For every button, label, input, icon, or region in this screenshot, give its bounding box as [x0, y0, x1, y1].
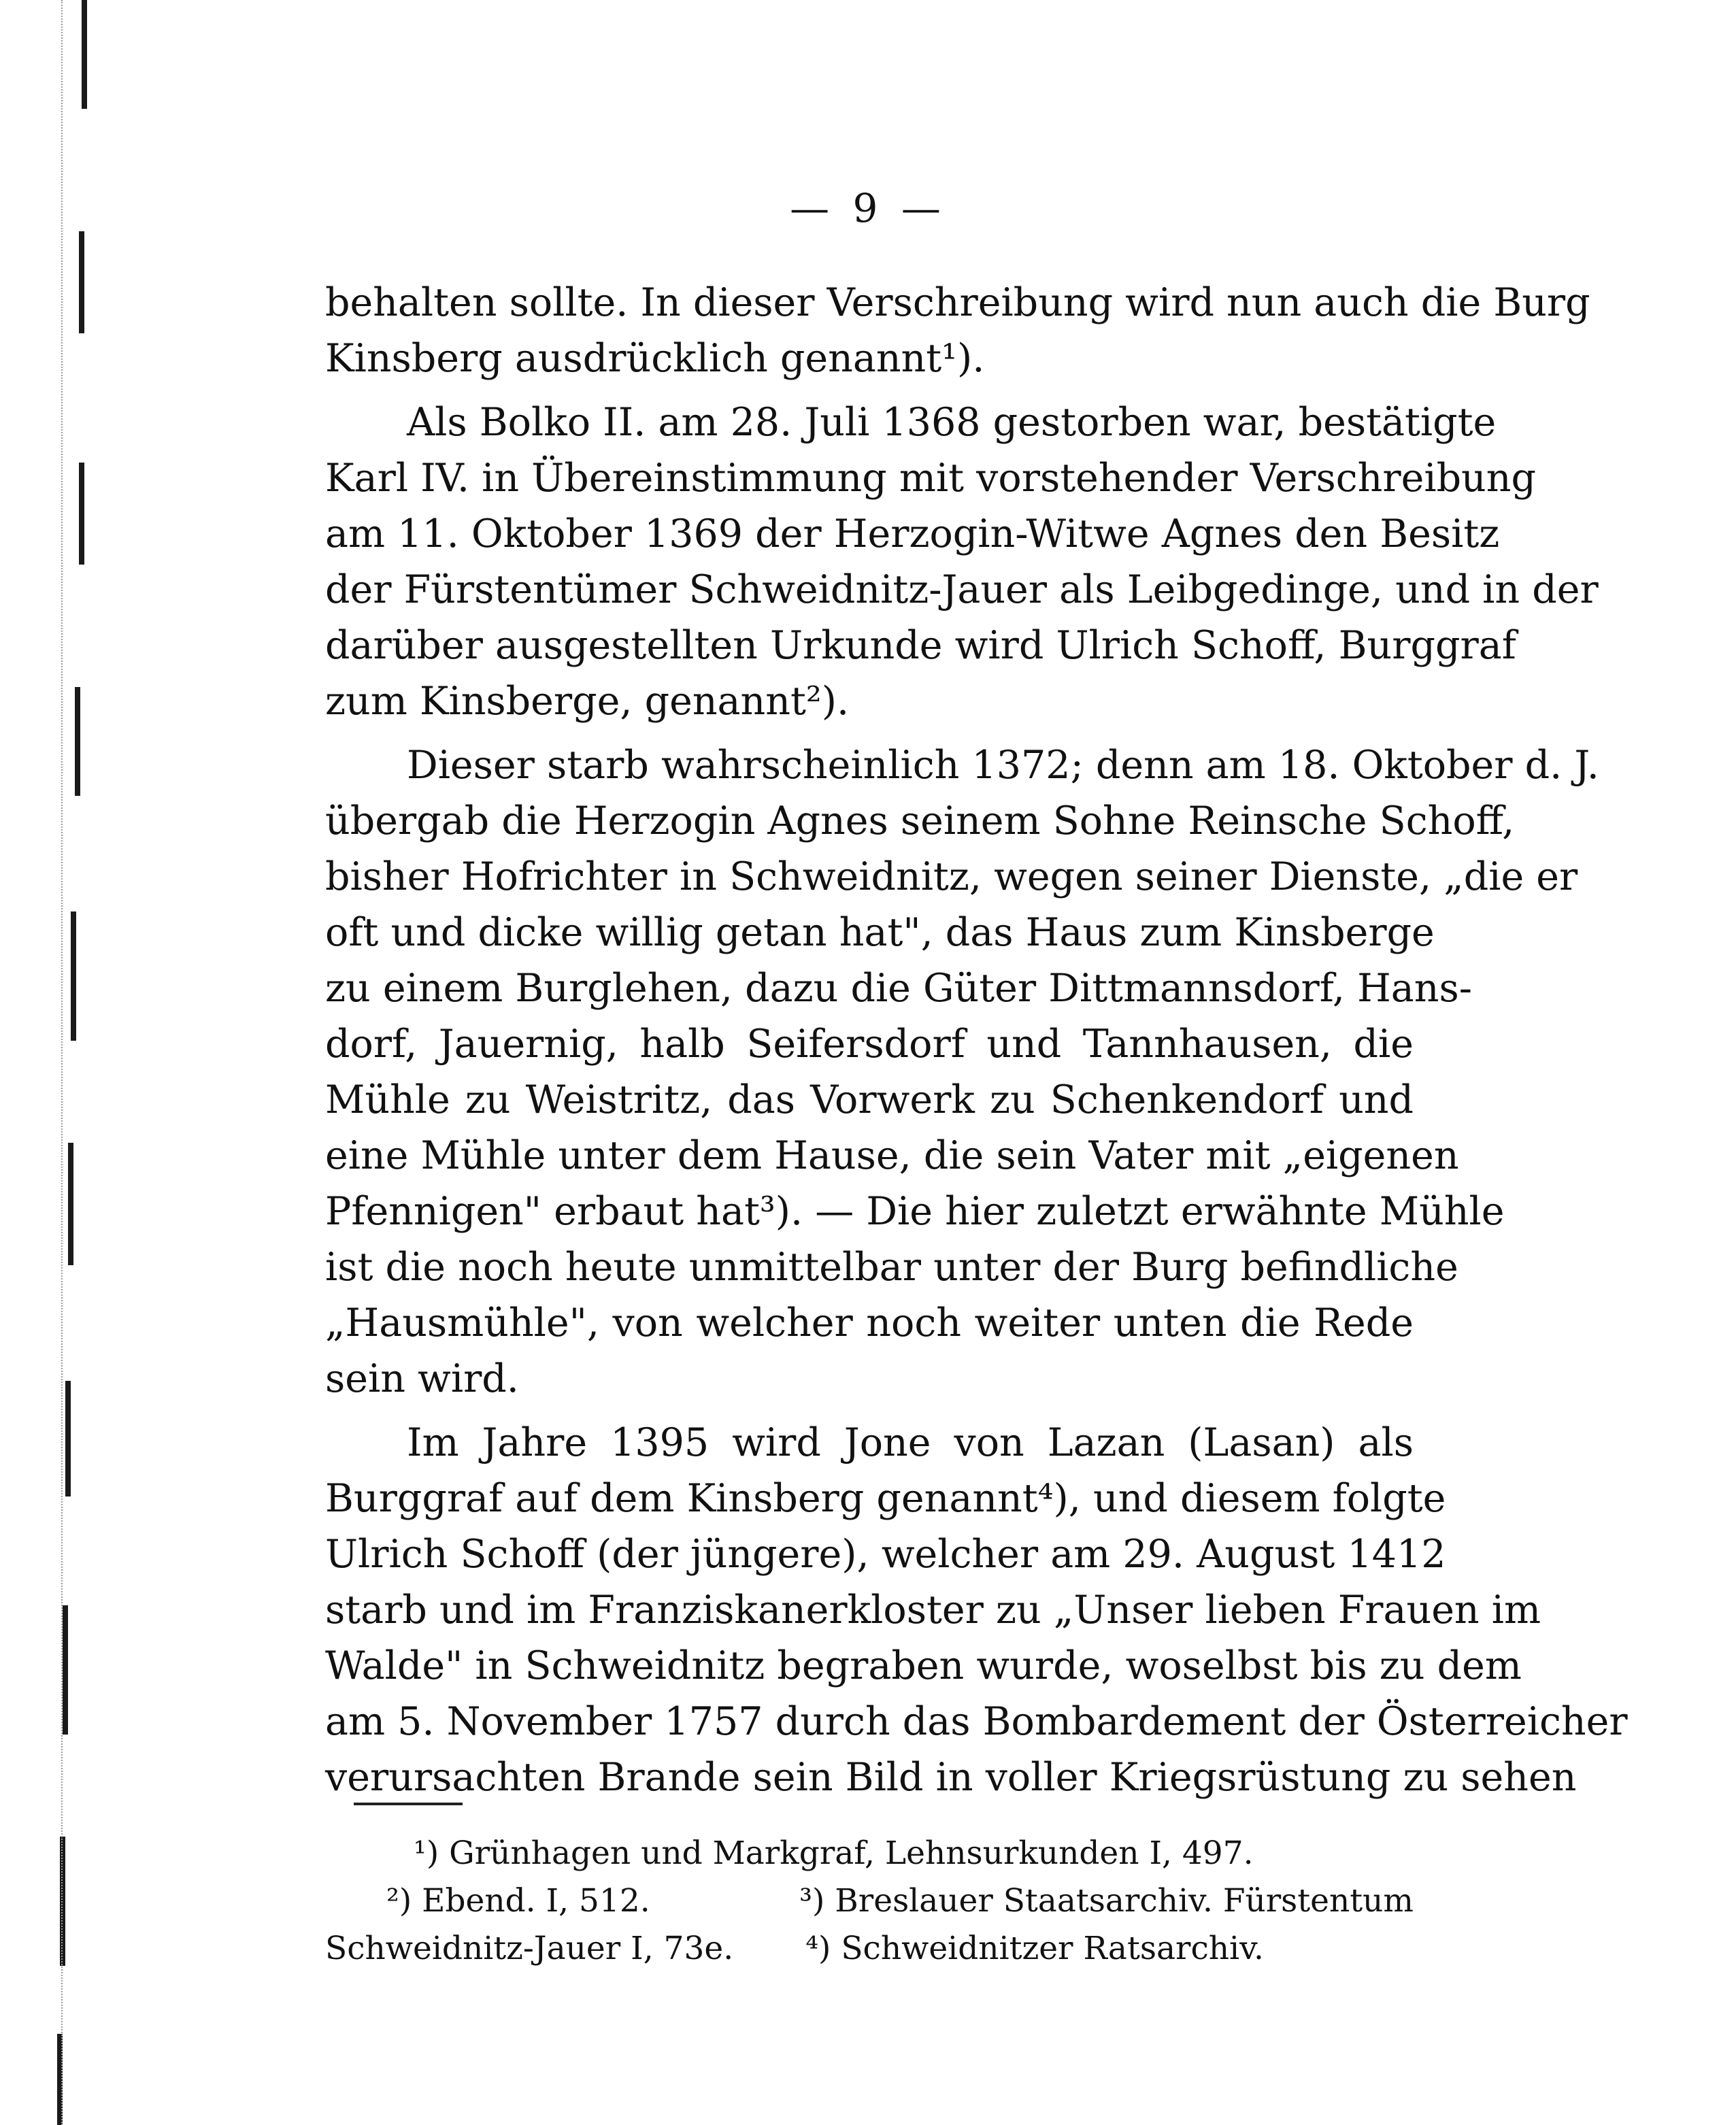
- text-line: Als Bolko II. am 28. Juli 1368 gestorben war, bestätigte: [407, 400, 1497, 445]
- text-line: starb und im Franziskanerkloster zu „Unser lieben Frauen im: [325, 1588, 1541, 1633]
- footnote-row-2-3: [325, 1877, 1414, 1925]
- text-line: Pfennigen" erbaut hat³). — Die hier zuletzt erwähnte Mühle: [325, 1189, 1505, 1234]
- text-line: Karl IV. in Übereinstimmung mit vorstehender Verschreibung: [325, 456, 1536, 501]
- body-text: [325, 275, 1628, 1805]
- text-line: Walde" in Schweidnitz begraben wurde, woselbst bis zu dem: [325, 1643, 1522, 1688]
- text-line: der Fürstentümer Schweidnitz-Jauer als Leibgedinge, und in der: [325, 567, 1599, 612]
- text-line: Dieser starb wahrscheinlich 1372; denn am 18. Oktober d. J.: [407, 743, 1599, 788]
- edge-mark: [65, 1381, 71, 1496]
- text-line: verursachten Brande sein Bild in voller Kriegsrüstung zu sehen: [325, 1755, 1577, 1800]
- footnote-3: ³) Breslauer Staatsarchiv. Fürstentum: [799, 1882, 1414, 1920]
- text-line: ist die noch heute unmittelbar unter der Burg befindliche: [325, 1245, 1458, 1290]
- text-line: oft und dicke willig getan hat", das Haus zum Kinsberge: [325, 910, 1435, 955]
- text-line: Mühle zu Weistritz, das Vorwerk zu Schenkendorf und: [325, 1077, 1414, 1122]
- text-line: Burggraf auf dem Kinsberg genannt⁴), und diesem folgte: [325, 1476, 1446, 1521]
- footnote-row-3-4: [325, 1925, 1414, 1973]
- edge-mark: [79, 463, 84, 565]
- edge-mark: [68, 1143, 73, 1265]
- text-line: sein wird.: [325, 1356, 519, 1401]
- text-line: Kinsberg ausdrücklich genannt¹).: [325, 336, 985, 381]
- footnote-4: ⁴) Schweidnitzer Ratsarchiv.: [805, 1930, 1264, 1967]
- page-number: — 9 —: [790, 185, 946, 231]
- footnotes: [325, 1830, 1414, 1973]
- edge-dots: [61, 0, 64, 2125]
- text-line: am 11. Oktober 1369 der Herzogin-Witwe Agnes den Besitz: [325, 512, 1500, 556]
- text-line: darüber ausgestellten Urkunde wird Ulrich Schoff, Burggraf: [325, 623, 1516, 668]
- text-line: zu einem Burglehen, dazu die Güter Dittmannsdorf, Hans-: [325, 966, 1472, 1011]
- text-line: Ulrich Schoff (der jüngere), welcher am 29. August 1412: [325, 1532, 1446, 1577]
- text-line: „Hausmühle", von welcher noch weiter unten die Rede: [325, 1301, 1414, 1345]
- edge-mark: [75, 687, 80, 796]
- footnote-rule: [354, 1803, 463, 1805]
- binding-edge: [0, 0, 136, 2125]
- edge-mark: [82, 0, 87, 109]
- footnote-3-continued: Schweidnitz-Jauer I, 73e.: [325, 1930, 734, 1967]
- edge-mark: [71, 911, 76, 1041]
- footnote-1: ¹) Grünhagen und Markgraf, Lehnsurkunden I, 497.: [414, 1835, 1254, 1872]
- text-line: Im Jahre 1395 wird Jone von Lazan (Lasan) als: [407, 1420, 1414, 1465]
- text-line: bisher Hofrichter in Schweidnitz, wegen seiner Dienste, „die er: [325, 854, 1578, 899]
- text-line: dorf, Jauernig, halb Seifersdorf und Tannhausen, die: [325, 1022, 1414, 1067]
- text-line: eine Mühle unter dem Hause, die sein Vater mit „eigenen: [325, 1133, 1459, 1178]
- edge-mark: [79, 231, 84, 333]
- text-line: übergab die Herzogin Agnes seinem Sohne Reinsche Schoff,: [325, 799, 1515, 843]
- text-line: am 5. November 1757 durch das Bombardement der Österreicher: [325, 1699, 1628, 1744]
- text-line: zum Kinsberge, genannt²).: [325, 679, 850, 724]
- text-line: behalten sollte. In dieser Verschreibung wird nun auch die Burg: [325, 280, 1590, 325]
- footnote-2: ²) Ebend. I, 512.: [386, 1882, 650, 1920]
